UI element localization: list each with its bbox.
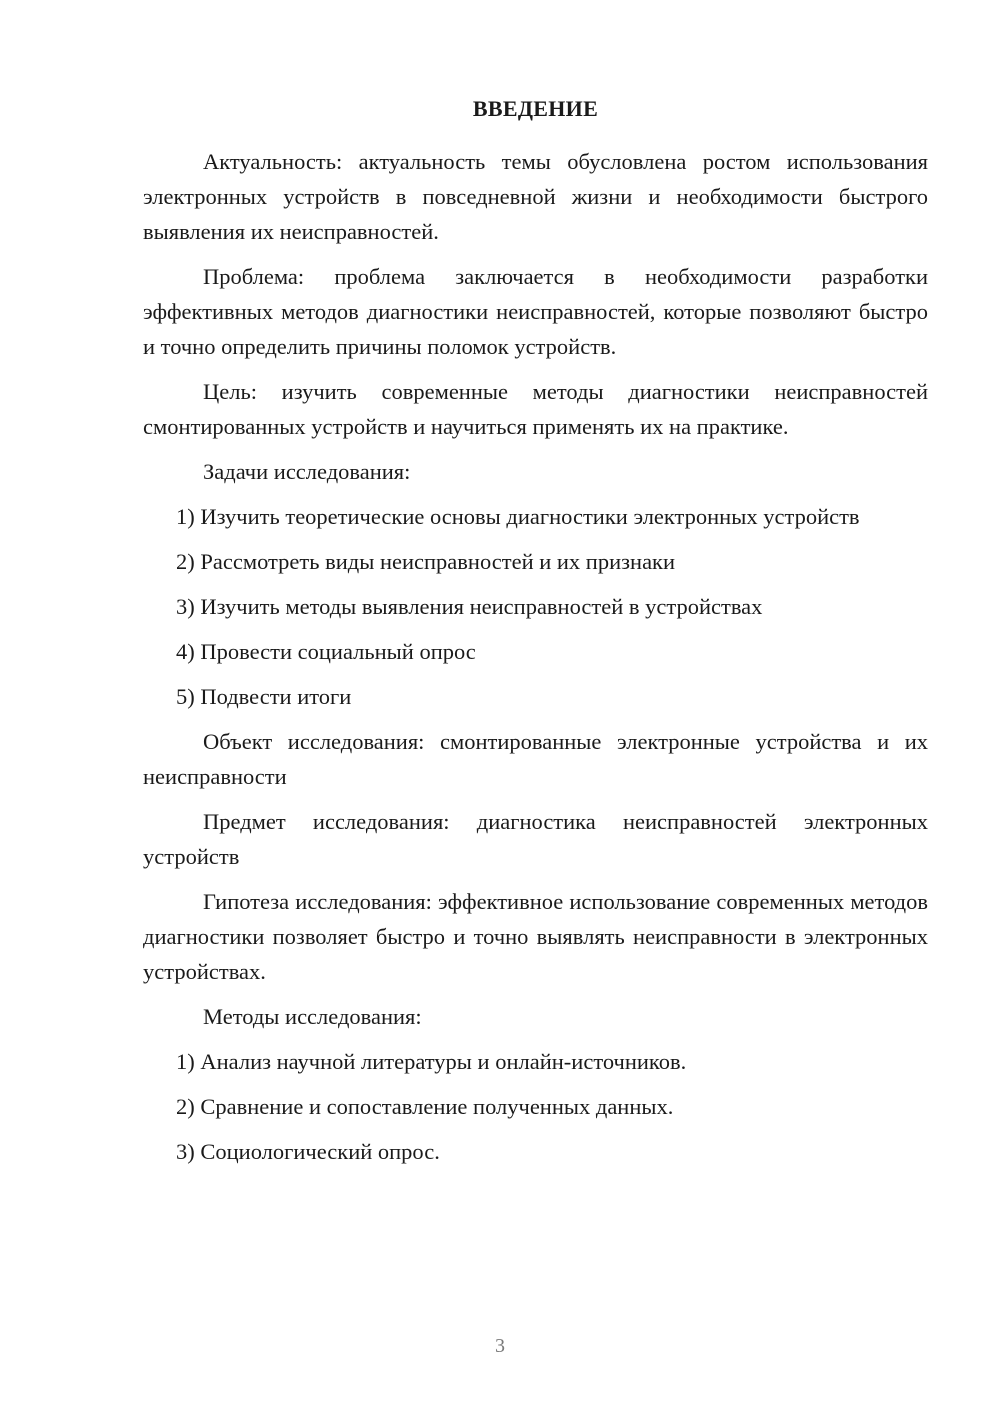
paragraph-subject: Предмет исследования: диагностика неисправностей электронных устройств: [143, 809, 928, 869]
task-item: 3) Изучить методы выявления неисправностей в устройствах: [176, 594, 763, 619]
task-item: 5) Подвести итоги: [176, 684, 352, 709]
methods-list: [143, 1044, 928, 1169]
paragraph-problem: Проблема: проблема заключается в необходимости разработки эффективных методов диагностики неисправностей, которые позволяют быстро и точно определить причины поломок устройств.: [143, 264, 928, 359]
methods-label: Методы исследования:: [203, 1004, 422, 1029]
paragraph-goal: Цель: изучить современные методы диагностики неисправностей смонтированных устройств и научиться применять их на практике.: [143, 379, 928, 439]
task-item: 1) Изучить теоретические основы диагностики электронных устройств: [176, 504, 860, 529]
paragraph-hypothesis: Гипотеза исследования: эффективное использование современных методов диагностики позволяет быстро и точно выявлять неисправности в электронных устройствах.: [143, 889, 928, 984]
paragraph-relevance: Актуальность: актуальность темы обусловлена ростом использования электронных устройств в повседневной жизни и необходимости быстрого выявления их неисправностей.: [143, 149, 928, 244]
task-item: 2) Рассмотреть виды неисправностей и их признаки: [176, 549, 676, 574]
page-content: [143, 94, 928, 1179]
tasks-label: Задачи исследования:: [203, 459, 411, 484]
tasks-list: [143, 499, 928, 714]
method-item: 1) Анализ научной литературы и онлайн-источников.: [176, 1049, 687, 1074]
page-number: 3: [495, 1335, 505, 1357]
method-item: 2) Сравнение и сопоставление полученных данных.: [176, 1094, 674, 1119]
paragraph-object: Объект исследования: смонтированные электронные устройства и их неисправности: [143, 729, 928, 789]
task-item: 4) Провести социальный опрос: [176, 639, 476, 664]
section-heading: ВВЕДЕНИЕ: [472, 96, 599, 121]
method-item: 3) Социологический опрос.: [176, 1139, 440, 1164]
